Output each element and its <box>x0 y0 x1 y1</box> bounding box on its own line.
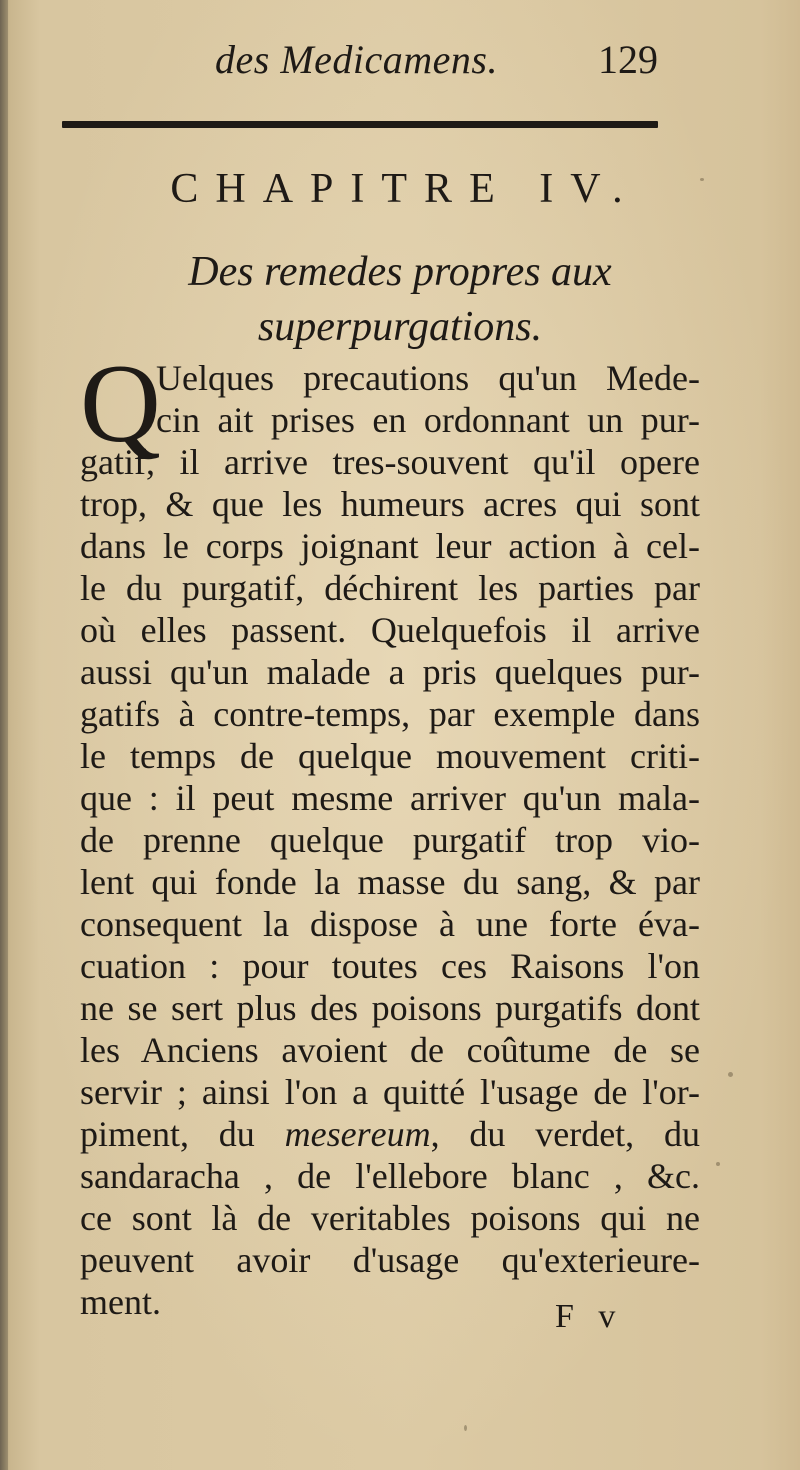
text-line <box>80 1113 700 1155</box>
paper-speck <box>464 1425 467 1431</box>
text-line: sandaracha , de l'ellebore blanc , &c. <box>80 1156 700 1196</box>
text-line: servir ; ainsi l'on a quitté l'usage de l'or- <box>80 1072 700 1112</box>
text-line: Uelques precautions qu'un Mede- <box>156 358 700 398</box>
text-fragment: piment, du <box>80 1114 285 1154</box>
header-rule <box>62 121 658 128</box>
running-title: des Medicamens. <box>215 37 498 82</box>
text-line: trop, & que les humeurs acres qui sont <box>80 484 700 524</box>
text-line: de prenne quelque purgatif trop vio- <box>80 820 700 860</box>
chapter-title <box>0 245 800 355</box>
text-line: où elles passent. Quelquefois il arrive <box>80 610 700 650</box>
italic-term: meserеum <box>284 1114 431 1154</box>
paper-speck <box>92 1255 95 1258</box>
text-line: aussi qu'un malade a pris quelques pur- <box>80 652 700 692</box>
text-line: dans le corps joignant leur action à cel- <box>80 526 700 566</box>
catchword: F v <box>555 1298 624 1335</box>
page-number: 129 <box>598 37 658 82</box>
drop-cap: Q <box>80 342 161 466</box>
chapter-title-line: superpurgations. <box>257 304 543 350</box>
body-text <box>80 357 700 1323</box>
paper-speck <box>700 178 704 181</box>
binding-edge <box>0 0 8 1470</box>
text-line: cuation : pour toutes ces Raisons l'on <box>80 946 700 986</box>
running-head <box>0 36 800 96</box>
text-line: les Anciens avoient de coûtume de se <box>80 1030 700 1070</box>
chapter-heading: CHAPITRE IV. <box>170 166 640 212</box>
text-fragment: , du verdet, du <box>430 1114 701 1154</box>
text-line: que : il peut mesme arriver qu'un mala- <box>80 778 700 818</box>
text-line: ment. <box>80 1282 161 1322</box>
chapter-title-line: Des remedes propres aux <box>188 249 612 295</box>
text-line: lent qui fonde la masse du sang, & par <box>80 862 700 902</box>
text-line: cin ait prises en ordonnant un pur- <box>156 400 700 440</box>
text-line: ce sont là de veritables poisons qui ne <box>80 1198 700 1238</box>
text-line: gatifs à contre-temps, par exemple dans <box>80 694 700 734</box>
paper-speck <box>728 1072 733 1077</box>
text-line: le temps de quelque mouvement criti- <box>80 736 700 776</box>
text-line: ne se sert plus des poisons purgatifs dont <box>80 988 700 1028</box>
text-line: gatif, il arrive tres-souvent qu'il opere <box>80 442 700 482</box>
text-line: le du purgatif, déchirent les parties par <box>80 568 700 608</box>
text-line: peuvent avoir d'usage qu'exterieure- <box>80 1240 700 1280</box>
paper-speck <box>716 1162 720 1166</box>
text-line: consequent la dispose à une forte éva- <box>80 904 700 944</box>
